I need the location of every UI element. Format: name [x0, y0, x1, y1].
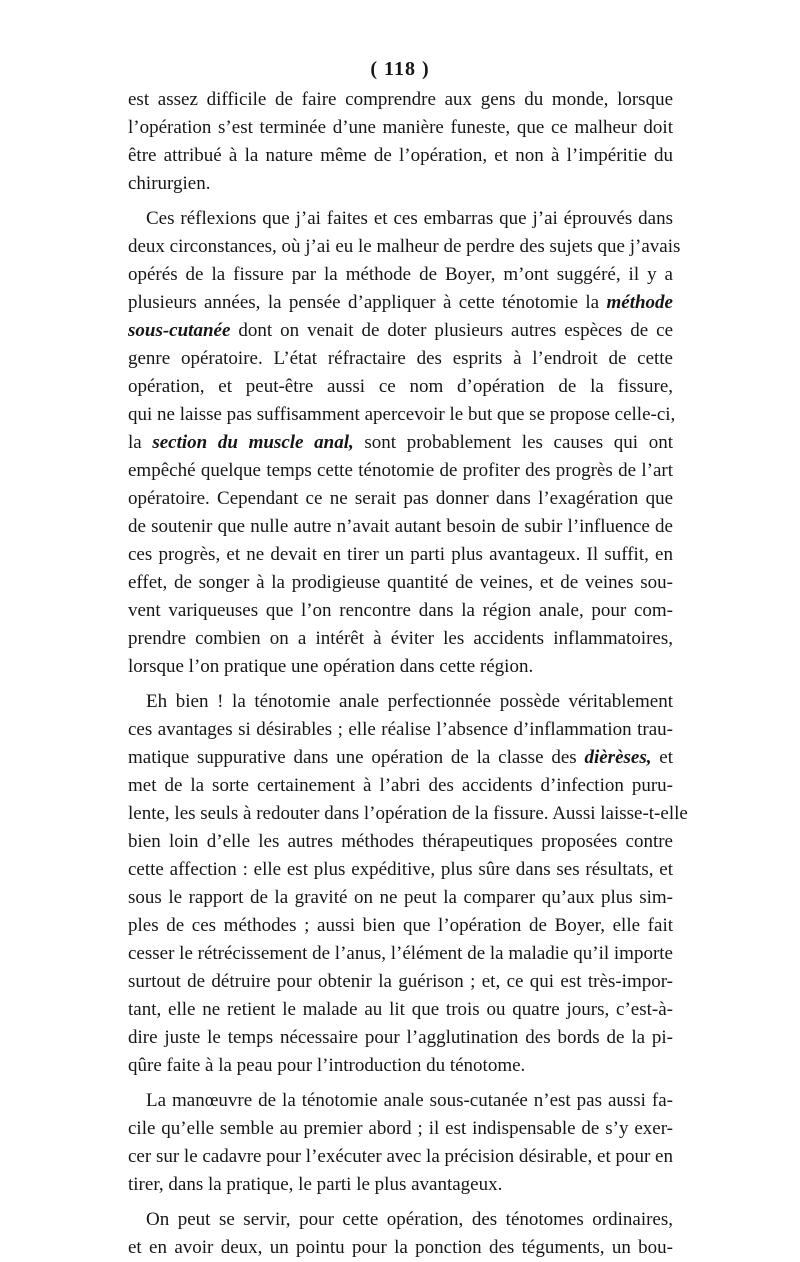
text-segment: la [128, 432, 153, 453]
text-line [128, 541, 673, 569]
text-segment: de soutenir que nulle autre n’avait autant besoin de subir l’influence de [128, 516, 673, 537]
text-segment: opérés de la fissure par la méthode de Boyer, m’ont suggéré, il y a [128, 264, 673, 285]
text-segment: dire juste le temps nécessaire pour l’agglutination des bords de la pi- [128, 1027, 673, 1048]
text-segment: opération, et peut-être aussi ce nom d’opération de la fissure, [128, 376, 673, 397]
page-number: ( 118 ) [370, 58, 430, 80]
paragraph-gap [128, 1199, 673, 1206]
text-segment: met de la sorte certainement à l’abri des accidents d’infection puru- [128, 775, 673, 796]
text-line [128, 485, 673, 513]
text-segment: est assez difficile de faire comprendre aux gens du monde, lorsque [128, 89, 673, 110]
text-segment: et en avoir deux, un pointu pour la ponction des téguments, un bou- [128, 1237, 673, 1258]
text-line [128, 233, 681, 261]
text-segment: plusieurs années, la pensée d’appliquer à cette ténotomie la [128, 292, 607, 313]
emphasized-text: sous-cutanée [128, 320, 231, 341]
text-segment: cesser le rétrécissement de l’anus, l’élément de la maladie qu’il importe [128, 943, 673, 964]
text-line [128, 289, 673, 317]
text-segment: lente, les seuls à redouter dans l’opération de la fissure. Aussi laisse-t-elle [128, 803, 688, 824]
text-segment: vent variqueuses que l’on rencontre dans la région anale, pour com- [128, 600, 673, 621]
emphasized-text: méthode [606, 292, 673, 313]
text-segment: effet, de songer à la prodigieuse quantité de veines, et de veines sou- [128, 572, 673, 593]
text-segment: dont on venait de doter plusieurs autres espèces de ce [230, 320, 673, 341]
text-line [128, 1052, 673, 1080]
text-line [128, 856, 673, 884]
text-segment: ples de ces méthodes ; aussi bien que l’opération de Boyer, elle fait [128, 915, 673, 936]
text-segment: tirer, dans la pratique, le parti le plus avantageux. [128, 1174, 503, 1195]
text-line [128, 996, 673, 1024]
text-line [128, 1087, 673, 1115]
text-segment: On peut se servir, pour cette opération, des ténotomes ordinaires, [146, 1209, 673, 1230]
text-segment: Eh bien ! la ténotomie anale perfectionnée possède véritablement [146, 691, 673, 712]
text-line [128, 401, 676, 429]
text-line [128, 884, 673, 912]
text-line [128, 142, 673, 170]
text-segment: qui ne laisse pas suffisamment apercevoir le but que se propose celle-ci, [128, 404, 676, 425]
text-segment: chirurgien. [128, 173, 211, 194]
text-line [128, 569, 673, 597]
text-segment: cette affection : elle est plus expéditive, plus sûre dans ses résultats, et [128, 859, 673, 880]
text-segment: empêché quelque temps cette ténotomie de profiter des progrès de l’art [128, 460, 673, 481]
text-segment: et [651, 747, 674, 768]
text-segment: l’opération s’est terminée d’une manière funeste, que ce malheur doit [128, 117, 673, 138]
text-segment: être attribué à la nature même de l’opération, et non à l’impéritie du [128, 145, 673, 166]
text-line [128, 653, 673, 681]
text-segment: cile qu’elle semble au premier abord ; il est indispensable de s’y exer- [128, 1118, 673, 1139]
text-line [128, 968, 673, 996]
text-line [128, 912, 673, 940]
text-segment: Ces réflexions que j’ai faites et ces embarras que j’ai éprouvés dans [146, 208, 673, 229]
text-line [128, 317, 673, 345]
text-line [128, 744, 673, 772]
text-line [128, 1171, 673, 1199]
text-line [128, 114, 673, 142]
text-segment: tant, elle ne retient le malade au lit que trois ou quatre jours, c’est-à- [128, 999, 673, 1020]
text-line [128, 261, 673, 289]
text-line [128, 205, 673, 233]
paragraph-gap [128, 1080, 673, 1087]
text-segment: sont probablement les causes qui ont [353, 432, 673, 453]
text-segment: qûre faite à la peau pour l’introduction du ténotome. [128, 1055, 526, 1076]
text-line [128, 1115, 673, 1143]
text-line [128, 373, 673, 401]
text-line [128, 1234, 673, 1262]
text-line [128, 170, 673, 198]
text-segment: surtout de détruire pour obtenir la guérison ; et, ce qui est très-impor- [128, 971, 673, 992]
text-line [128, 940, 673, 968]
text-segment: sous le rapport de la gravité on ne peut la comparer qu’aux plus sim- [128, 887, 673, 908]
text-line [128, 688, 673, 716]
text-segment: matique suppurative dans une opération de la classe des [128, 747, 585, 768]
text-segment: ces progrès, et ne devait en tirer un parti plus avantageux. Il suffit, en [128, 544, 673, 565]
text-segment: La manœuvre de la ténotomie anale sous-cutanée n’est pas aussi fa- [146, 1090, 673, 1111]
text-line [128, 597, 673, 625]
text-line [128, 716, 673, 744]
emphasized-text: section du muscle anal, [152, 432, 354, 453]
text-line [128, 429, 673, 457]
paragraph-gap [128, 681, 673, 688]
text-line [128, 86, 673, 114]
text-segment: cer sur le cadavre pour l’exécuter avec la précision désirable, et pour en [128, 1146, 673, 1167]
body-text [128, 86, 688, 1262]
text-line [128, 800, 688, 828]
text-line [128, 1143, 673, 1171]
text-segment: bien loin d’elle les autres méthodes thérapeutiques proposées contre [128, 831, 673, 852]
text-segment: opératoire. Cependant ce ne serait pas donner dans l’exagération que [128, 488, 673, 509]
text-segment: prendre combien on a intérêt à éviter les accidents inflammatoires, [128, 628, 673, 649]
text-segment: deux circonstances, où j’ai eu le malheur de perdre des sujets que j’avais [128, 236, 681, 257]
text-segment: genre opératoire. L’état réfractaire des esprits à l’endroit de cette [128, 348, 673, 369]
emphasized-text: dièrèses, [584, 747, 652, 768]
text-line [128, 828, 673, 856]
paragraph-gap [128, 198, 673, 205]
text-segment: ces avantages si désirables ; elle réalise l’absence d’inflammation trau- [128, 719, 673, 740]
text-line [128, 625, 673, 653]
text-line [128, 457, 673, 485]
text-line [128, 1206, 673, 1234]
text-line [128, 772, 673, 800]
text-line [128, 513, 673, 541]
text-line [128, 1024, 673, 1052]
text-line [128, 345, 673, 373]
text-segment: lorsque l’on pratique une opération dans cette région. [128, 656, 534, 677]
